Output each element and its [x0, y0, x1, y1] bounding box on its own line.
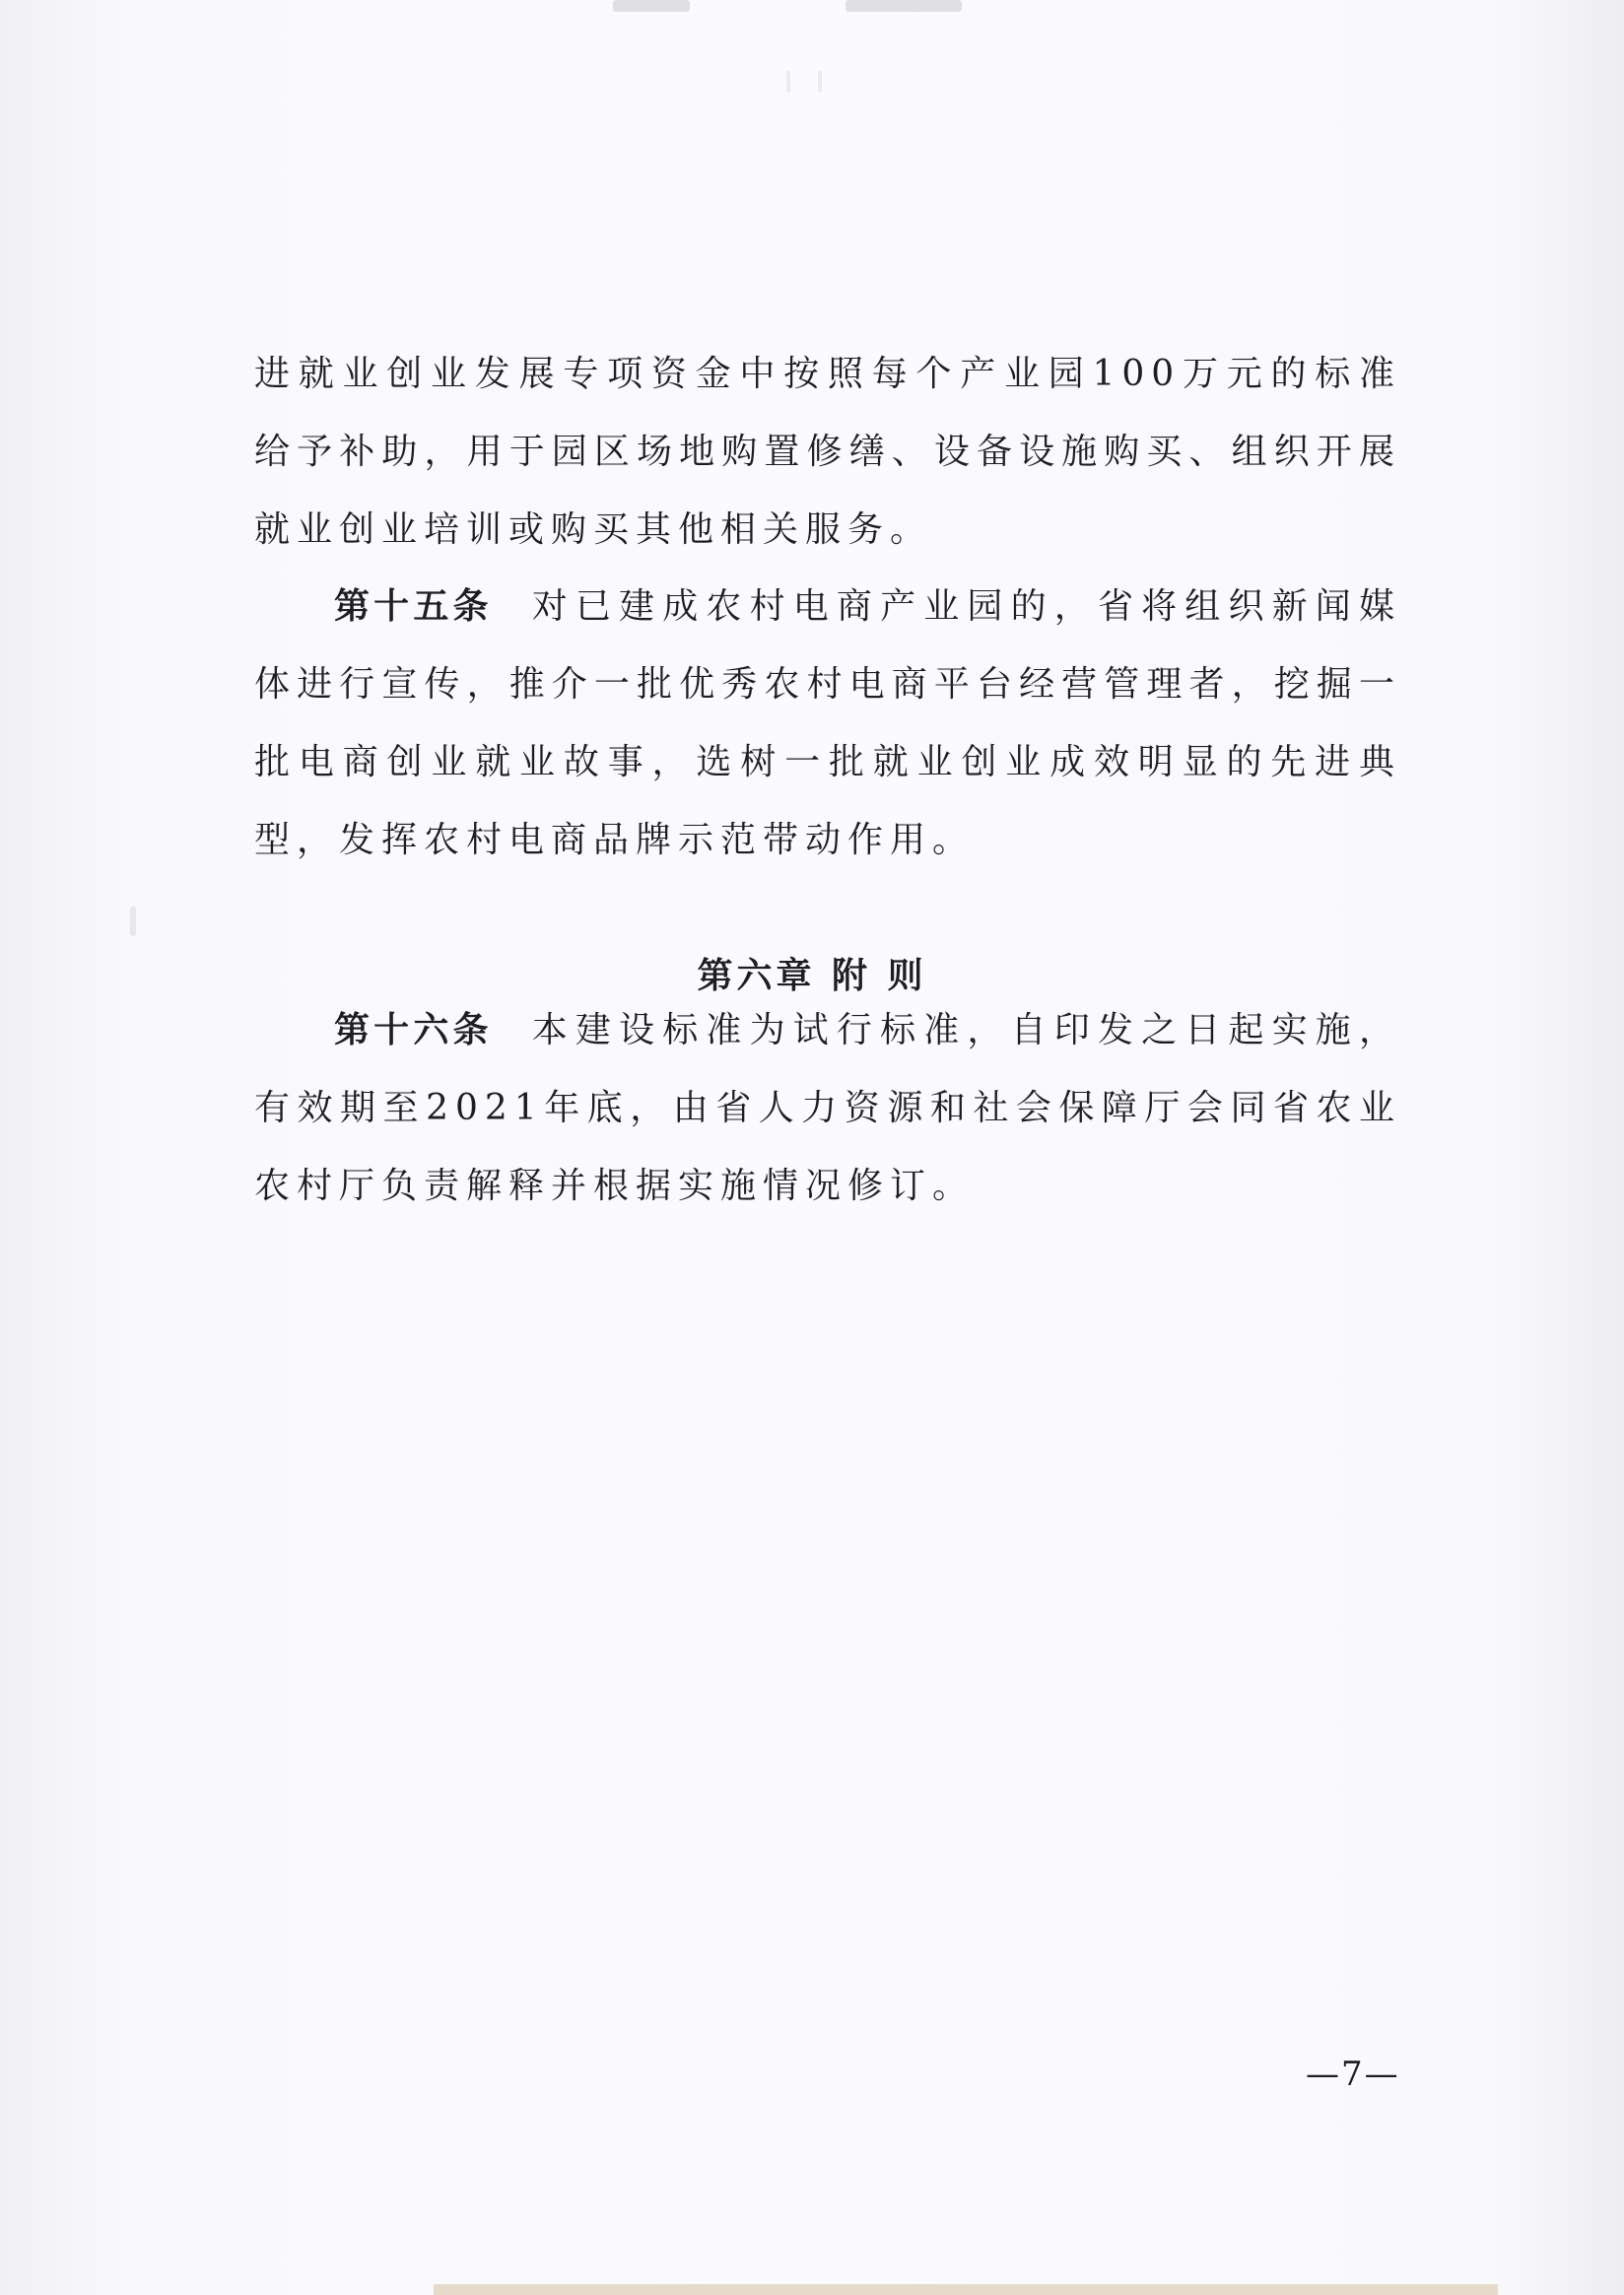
- page-number: —7—: [1306, 2055, 1400, 2094]
- scan-edge: [434, 2284, 1498, 2295]
- scan-artifact: [130, 907, 136, 936]
- paragraph-text: 本建设标准为试行标准，自印发之日起实施，有效期至2021年底，由省人力资源和社会保障厅会同省农业农村厅负责解释并根据实施情况修订。: [254, 1010, 1401, 1206]
- article-16-paragraph: [254, 991, 1401, 1225]
- chapter-heading: 第六章 附 则: [697, 956, 927, 996]
- article-15-paragraph: [254, 568, 1401, 879]
- scan-artifact: [818, 71, 822, 93]
- article-heading: 第十六条: [334, 1010, 493, 1050]
- scan-artifact: [786, 71, 790, 93]
- scan-artifact: [846, 0, 962, 12]
- article-heading: 第十五条: [334, 586, 493, 627]
- scan-artifact: [613, 0, 690, 12]
- paragraph-text: 进就业创业发展专项资金中按照每个产业园100万元的标准给予补助，用于园区场地购置修缮、设备设施购买、组织开展就业创业培训或购买其他相关服务。: [254, 354, 1401, 550]
- paragraph-text: 对已建成农村电商产业园的，省将组织新闻媒体进行宣传，推介一批优秀农村电商平台经营管理者，挖掘一批电商创业就业故事，选树一批就业创业成效明显的先进典型，发挥农村电商品牌示范带动作用。: [254, 586, 1401, 860]
- paragraph-continuation: [254, 335, 1401, 569]
